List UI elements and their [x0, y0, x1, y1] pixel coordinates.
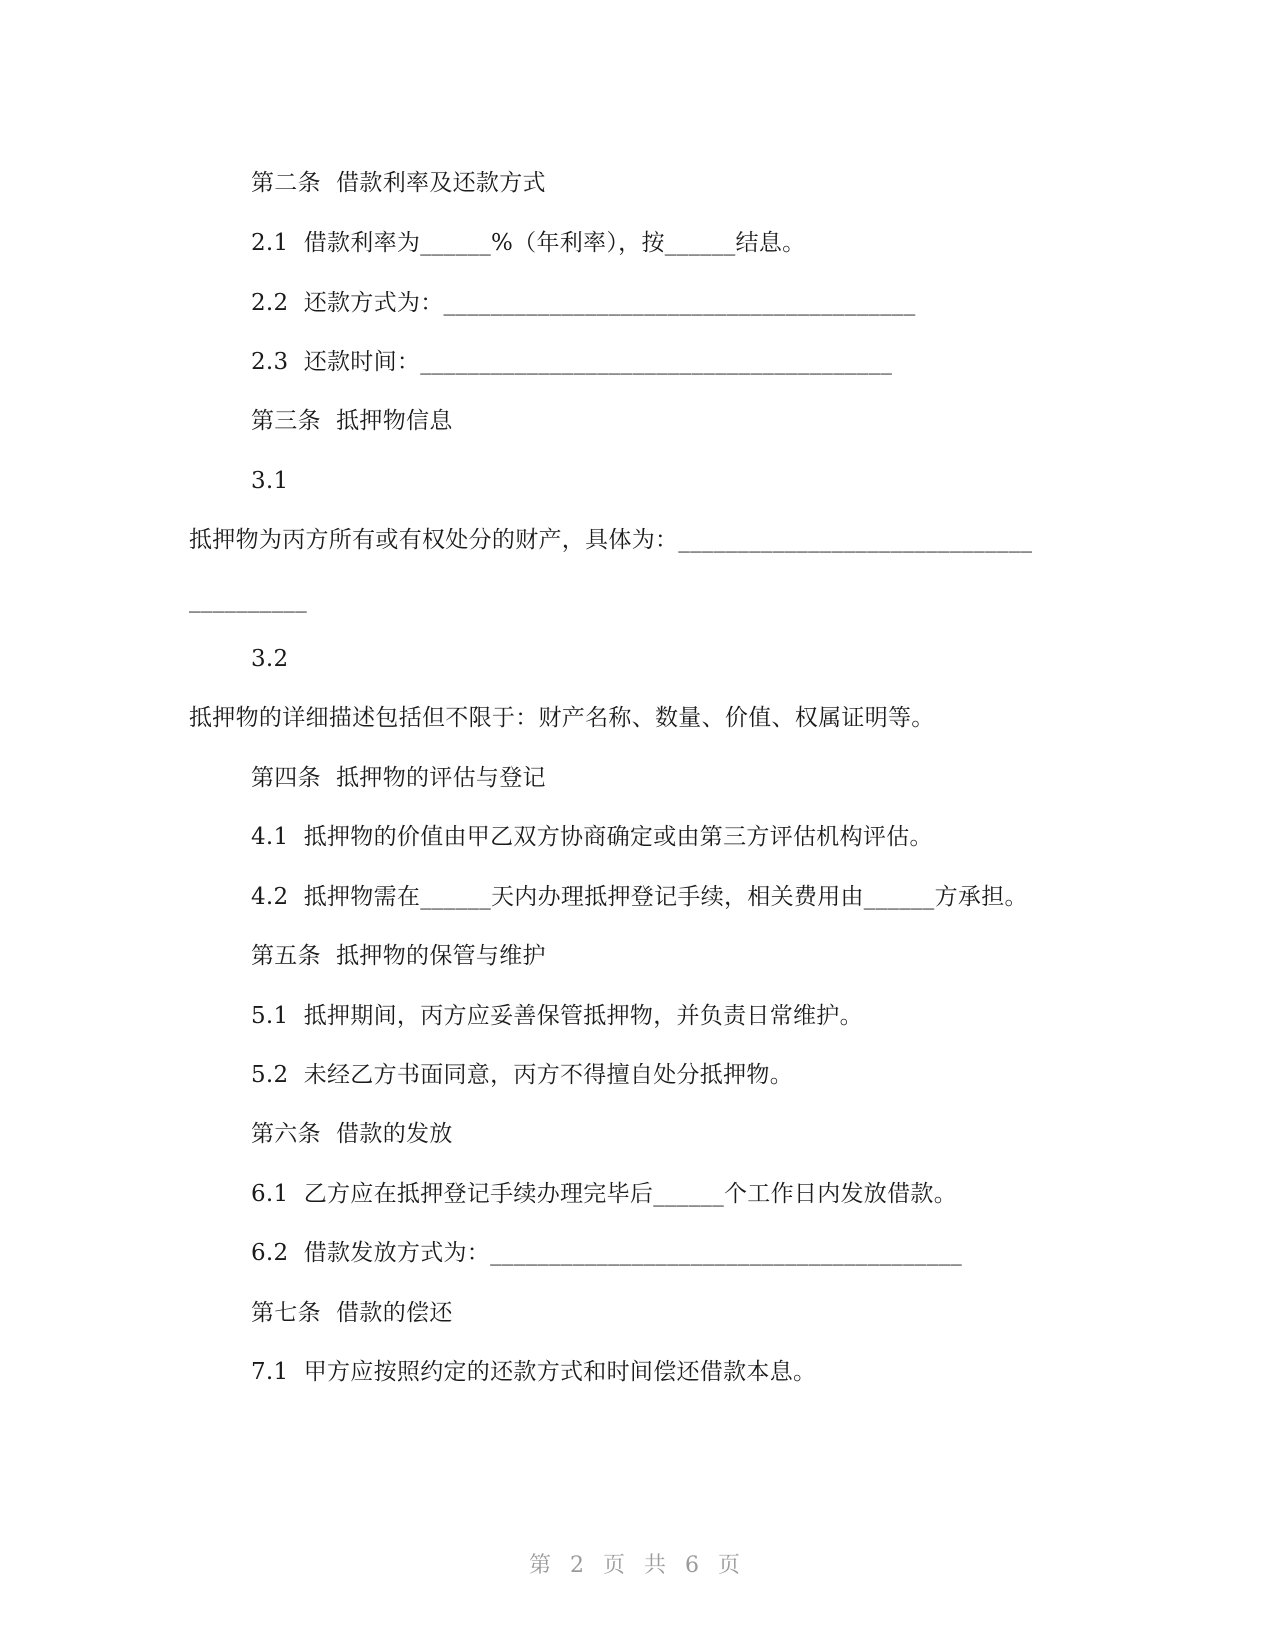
clause-6-1: 6.1 乙方应在抵押登记手续办理完毕后______个工作日内发放借款。 — [251, 1181, 957, 1207]
clause-4-1: 4.1 抵押物的价值由甲乙双方协商确定或由第三方评估机构评估。 — [251, 824, 933, 850]
article-7-heading: 第七条 借款的偿还 — [251, 1300, 453, 1326]
clause-3-1-continuation: __________ — [189, 587, 307, 613]
article-3-heading: 第三条 抵押物信息 — [251, 408, 453, 434]
clause-7-1: 7.1 甲方应按照约定的还款方式和时间偿还借款本息。 — [251, 1359, 817, 1385]
clause-2-2: 2.2 还款方式为：________________________________________ — [251, 290, 916, 316]
article-6-heading: 第六条 借款的发放 — [251, 1121, 453, 1147]
clause-3-1-number: 3.1 — [251, 468, 289, 494]
clause-3-2-text: 抵押物的详细描述包括但不限于：财产名称、数量、价值、权属证明等。 — [189, 705, 935, 731]
clause-6-2: 6.2 借款发放方式为：________________________________________ — [251, 1240, 963, 1266]
clause-4-2: 4.2 抵押物需在______天内办理抵押登记手续，相关费用由______方承担。 — [251, 884, 1028, 910]
clause-2-1: 2.1 借款利率为______%（年利率），按______结息。 — [251, 230, 806, 256]
clause-5-1: 5.1 抵押期间，丙方应妥善保管抵押物，并负责日常维护。 — [251, 1003, 863, 1029]
article-5-heading: 第五条 抵押物的保管与维护 — [251, 943, 546, 969]
clause-5-2: 5.2 未经乙方书面同意，丙方不得擅自处分抵押物。 — [251, 1062, 793, 1088]
article-2-heading: 第二条 借款利率及还款方式 — [251, 170, 546, 196]
clause-3-1-text: 抵押物为丙方所有或有权处分的财产，具体为：______________________________ — [189, 527, 1033, 553]
article-4-heading: 第四条 抵押物的评估与登记 — [251, 765, 546, 791]
clause-3-2-number: 3.2 — [251, 646, 289, 672]
page-number-footer: 第 2 页 共 6 页 — [529, 1553, 746, 1578]
clause-2-3: 2.3 还款时间：________________________________________ — [251, 349, 893, 375]
